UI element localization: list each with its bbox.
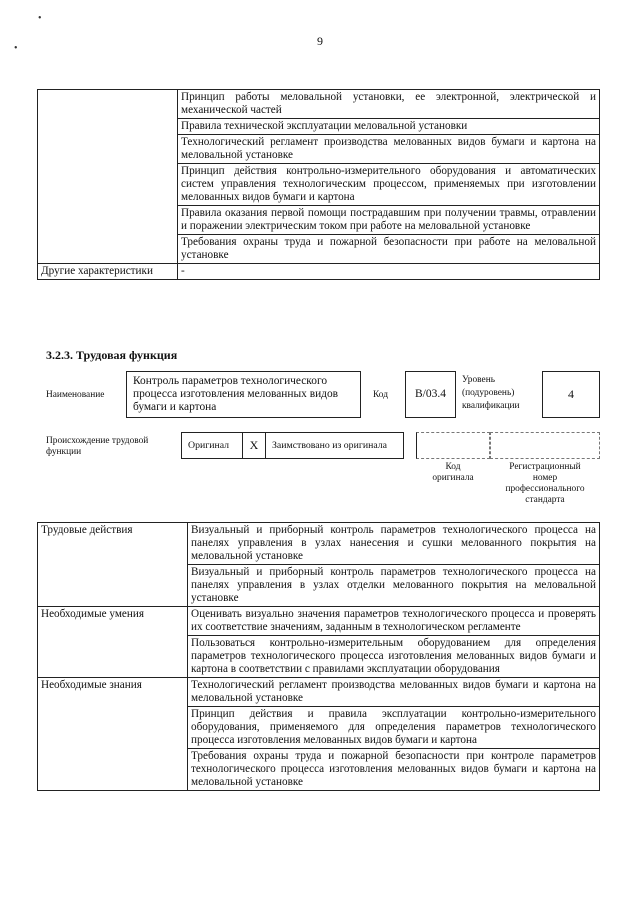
table-row <box>38 264 600 280</box>
caption-line: номер <box>532 473 558 483</box>
registration-number-box <box>490 432 600 459</box>
knowledge-table-continued <box>37 89 600 280</box>
table-cell: - <box>178 264 600 280</box>
table-cell: Правила технической эксплуатации меловальной установки <box>178 119 600 135</box>
page-number: 9 <box>317 34 323 48</box>
row-label-other: Другие характеристики <box>38 264 178 280</box>
table-cell: Оценивать визуально значения параметров технологического процесса и проверять их соответствие значениям, заданным в технологическом регламенте <box>188 607 600 636</box>
table-cell: Визуальный и приборный контроль параметров технологического процесса на панелях управления в узлах отделки мелованного покрытия на меловальной установке <box>188 565 600 607</box>
table-row <box>38 607 600 636</box>
level-label-line: (подуровень) <box>462 388 515 398</box>
origin-mark-cell: X <box>243 433 266 458</box>
table-row <box>38 523 600 565</box>
caption-line: Код <box>445 462 461 472</box>
caption-line: профессионального <box>505 484 585 494</box>
table-cell: Пользоваться контрольно-измерительным оборудованием для определения параметров технологического процесса изготовления мелованных видов бумаги и картона в соответствии с правилами эксплуатации оборудования <box>188 636 600 678</box>
level-label-line: Уровень <box>462 375 496 385</box>
table-cell: Технологический регламент производства мелованных видов бумаги и картона на меловальной установке <box>188 678 600 707</box>
function-code-box: B/03.4 <box>405 371 456 418</box>
table-row <box>38 90 600 119</box>
table-cell: Принцип работы меловальной установки, ее электронной, электрической и механической частей <box>178 90 600 119</box>
scan-mark: • <box>14 43 18 54</box>
row-label-actions: Трудовые действия <box>38 523 188 607</box>
origin-borrowed-cell: Заимствовано из оригинала <box>272 440 387 451</box>
origin-label-line: функции <box>46 447 82 457</box>
caption-line: оригинала <box>432 473 474 483</box>
code-label: Код <box>373 390 388 400</box>
table-cell-empty <box>38 90 178 264</box>
table-cell: Требования охраны труда и пожарной безопасности при контроле параметров технологического процесса изготовления мелованных видов бумаги и картона на меловальной установке <box>188 749 600 791</box>
function-name-box: Контроль параметров технологического процесса изготовления мелованных видов бумаги и картона <box>126 371 361 418</box>
level-label-line: квалификации <box>462 401 520 411</box>
row-label-skills: Необходимые умения <box>38 607 188 678</box>
origin-row <box>181 432 404 459</box>
function-details-table <box>37 522 600 791</box>
original-code-box <box>416 432 490 459</box>
table-row <box>38 678 600 707</box>
original-code-caption <box>416 462 490 484</box>
origin-original-cell: Оригинал <box>182 433 243 458</box>
caption-line: Регистрационный <box>509 462 581 472</box>
table-cell: Принцип действия и правила эксплуатации контрольно-измерительного оборудования, применяемого для определения параметров технологического процесса изготовления мелованных видов бумаги и картона <box>188 707 600 749</box>
table-cell: Принцип действия контрольно-измерительного оборудования и автоматических систем управления технологическим процессом, применяемых при изготовлении мелованных видов бумаги и картона <box>178 164 600 206</box>
origin-label <box>46 436 148 458</box>
section-title: 3.2.3. Трудовая функция <box>46 348 178 362</box>
table-cell: Требования охраны труда и пожарной безопасности при работе на меловальной установке <box>178 235 600 264</box>
scan-mark: • <box>38 13 42 24</box>
table-cell: Правила оказания первой помощи пострадавшим при получении травмы, отравлении и поражении электрическим током при работе на меловальной установке <box>178 206 600 235</box>
level-label <box>462 374 520 413</box>
row-label-knowledge: Необходимые знания <box>38 678 188 791</box>
registration-number-caption <box>495 462 595 506</box>
table-cell: Визуальный и приборный контроль параметров технологического процесса на панелях управления в узлах нанесения и сушки мелованного покрытия на меловальной установке <box>188 523 600 565</box>
origin-label-line: Происхождение трудовой <box>46 436 149 446</box>
table-cell: Технологический регламент производства мелованных видов бумаги и картона на меловальной установке <box>178 135 600 164</box>
level-value-box: 4 <box>542 371 600 418</box>
caption-line: стандарта <box>525 495 565 505</box>
name-label: Наименование <box>46 390 105 400</box>
